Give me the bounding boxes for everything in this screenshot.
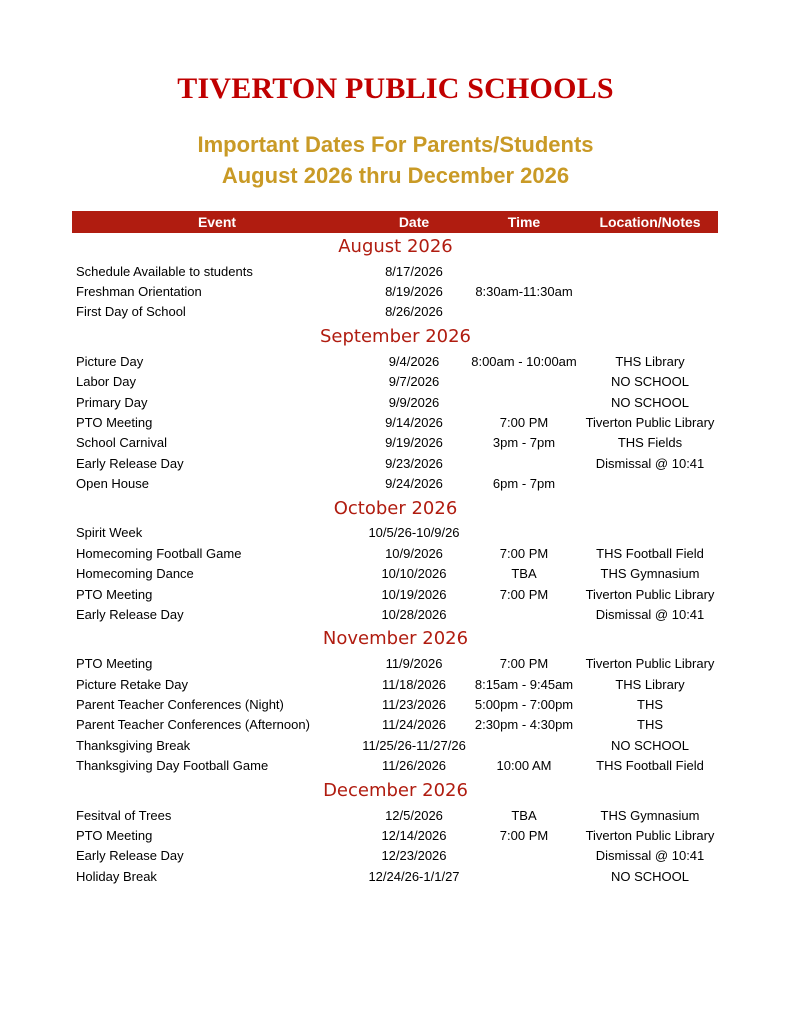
event-location: THS Library — [615, 354, 685, 369]
table-header — [72, 211, 718, 233]
column-header-date: Date — [398, 214, 430, 230]
event-date: 9/24/2026 — [385, 476, 443, 491]
event-time: 7:00 PM — [499, 656, 549, 671]
table-row — [72, 826, 718, 846]
event-date: 12/23/2026 — [381, 848, 447, 863]
event-date: 11/24/2026 — [381, 717, 447, 732]
table-row — [72, 474, 718, 494]
event-name: Early Release Day — [76, 607, 184, 622]
event-date: 12/5/2026 — [385, 808, 443, 823]
event-location: THS — [637, 697, 663, 712]
event-time: 3pm - 7pm — [492, 435, 556, 450]
table-row — [72, 736, 718, 756]
month-heading-august: August 2026 — [338, 236, 453, 257]
event-time: TBA — [511, 808, 537, 823]
event-date: 11/26/2026 — [381, 758, 447, 773]
table-row — [72, 806, 718, 826]
event-location: NO SCHOOL — [610, 869, 689, 884]
table-row — [72, 262, 718, 282]
event-location: THS Gymnasium — [600, 808, 700, 823]
event-name: Fesitval of Trees — [76, 808, 172, 823]
event-time: 10:00 AM — [496, 758, 552, 773]
event-time: 2:30pm - 4:30pm — [474, 717, 574, 732]
month-heading-september: September 2026 — [319, 326, 472, 347]
event-date: 11/18/2026 — [381, 677, 447, 692]
table-row — [72, 544, 718, 564]
event-date: 9/9/2026 — [388, 395, 440, 410]
event-name: Open House — [76, 476, 149, 491]
event-name: Thanksgiving Break — [76, 738, 191, 753]
event-location: NO SCHOOL — [610, 395, 689, 410]
table-row — [72, 413, 718, 433]
table-row — [72, 282, 718, 302]
event-date: 10/9/2026 — [385, 546, 443, 561]
table-row — [72, 846, 718, 866]
event-time: 8:15am - 9:45am — [474, 677, 574, 692]
event-location: THS Fields — [617, 435, 683, 450]
event-location: NO SCHOOL — [610, 738, 689, 753]
event-time: 5:00pm - 7:00pm — [474, 697, 574, 712]
event-time: 7:00 PM — [499, 546, 549, 561]
event-time: TBA — [511, 566, 537, 581]
table-row — [72, 523, 718, 543]
event-date: 10/19/2026 — [381, 587, 447, 602]
event-time: 7:00 PM — [499, 828, 549, 843]
table-row — [72, 302, 718, 322]
column-header-location: Location/Notes — [599, 214, 701, 230]
table-row — [72, 352, 718, 372]
table-row — [72, 605, 718, 625]
event-name: First Day of School — [76, 304, 186, 319]
event-location: THS Football Field — [596, 546, 704, 561]
event-name: Picture Day — [76, 354, 144, 369]
event-location: THS — [637, 717, 663, 732]
event-location: Tiverton Public Library — [585, 828, 715, 843]
event-name: Homecoming Football Game — [76, 546, 242, 561]
event-name: Homecoming Dance — [76, 566, 194, 581]
table-row — [72, 585, 718, 605]
event-name: School Carnival — [76, 435, 168, 450]
table-row — [72, 564, 718, 584]
event-name: Labor Day — [76, 374, 136, 389]
event-location: THS Library — [615, 677, 685, 692]
table-row — [72, 433, 718, 453]
event-location: THS Football Field — [596, 758, 704, 773]
event-time: 8:00am - 10:00am — [471, 354, 577, 369]
event-date: 9/19/2026 — [385, 435, 443, 450]
event-name: PTO Meeting — [76, 587, 153, 602]
event-date: 8/26/2026 — [385, 304, 443, 319]
event-name: PTO Meeting — [76, 415, 153, 430]
event-name: Schedule Available to students — [76, 264, 253, 279]
event-location: NO SCHOOL — [610, 374, 689, 389]
month-heading-october: October 2026 — [333, 498, 458, 519]
table-row — [72, 654, 718, 674]
table-row — [72, 715, 718, 735]
event-location: Tiverton Public Library — [585, 656, 715, 671]
column-header-time: Time — [507, 214, 541, 230]
event-date: 8/19/2026 — [385, 284, 443, 299]
event-name: Holiday Break — [76, 869, 157, 884]
event-name: Primary Day — [76, 395, 148, 410]
table-row — [72, 393, 718, 413]
event-name: Parent Teacher Conferences (Night) — [76, 697, 284, 712]
month-heading-november: November 2026 — [322, 628, 469, 649]
event-location: THS Gymnasium — [600, 566, 700, 581]
event-date: 12/24/26-1/1/27 — [368, 869, 460, 884]
event-location: Tiverton Public Library — [585, 415, 715, 430]
event-location: Tiverton Public Library — [585, 587, 715, 602]
event-name: Early Release Day — [76, 456, 184, 471]
event-name: Parent Teacher Conferences (Afternoon) — [76, 717, 310, 732]
event-time: 8:30am-11:30am — [475, 284, 573, 299]
table-row — [72, 675, 718, 695]
event-name: Freshman Orientation — [76, 284, 202, 299]
event-date: 10/5/26-10/9/26 — [368, 525, 460, 540]
event-date: 8/17/2026 — [385, 264, 443, 279]
event-name: Thanksgiving Day Football Game — [76, 758, 269, 773]
subtitle-line-2: August 2026 thru December 2026 — [221, 163, 570, 188]
event-time: 6pm - 7pm — [492, 476, 556, 491]
event-date: 10/10/2026 — [381, 566, 447, 581]
event-date: 11/9/2026 — [385, 656, 443, 671]
subtitle-line-1: Important Dates For Parents/Students — [197, 132, 594, 157]
event-date: 10/28/2026 — [381, 607, 447, 622]
event-date: 9/14/2026 — [385, 415, 443, 430]
event-date: 11/23/2026 — [381, 697, 447, 712]
event-date: 9/7/2026 — [388, 374, 440, 389]
event-date: 11/25/26-11/27/26 — [362, 738, 466, 753]
event-name: PTO Meeting — [76, 656, 153, 671]
event-location: Dismissal @ 10:41 — [595, 456, 705, 471]
event-date: 9/23/2026 — [385, 456, 443, 471]
event-location: Dismissal @ 10:41 — [595, 848, 705, 863]
event-location: Dismissal @ 10:41 — [595, 607, 705, 622]
page-title: TIVERTON PUBLIC SCHOOLS — [177, 72, 614, 105]
month-heading-december: December 2026 — [323, 780, 468, 801]
event-name: Spirit Week — [76, 525, 143, 540]
table-row — [72, 867, 718, 887]
table-row — [72, 372, 718, 392]
table-row — [72, 695, 718, 715]
event-date: 9/4/2026 — [388, 354, 440, 369]
column-header-event: Event — [197, 214, 237, 230]
table-row — [72, 756, 718, 776]
event-name: Picture Retake Day — [76, 677, 188, 692]
event-date: 12/14/2026 — [381, 828, 447, 843]
table-row — [72, 454, 718, 474]
event-name: PTO Meeting — [76, 828, 153, 843]
event-time: 7:00 PM — [499, 587, 549, 602]
event-time: 7:00 PM — [499, 415, 549, 430]
event-name: Early Release Day — [76, 848, 184, 863]
